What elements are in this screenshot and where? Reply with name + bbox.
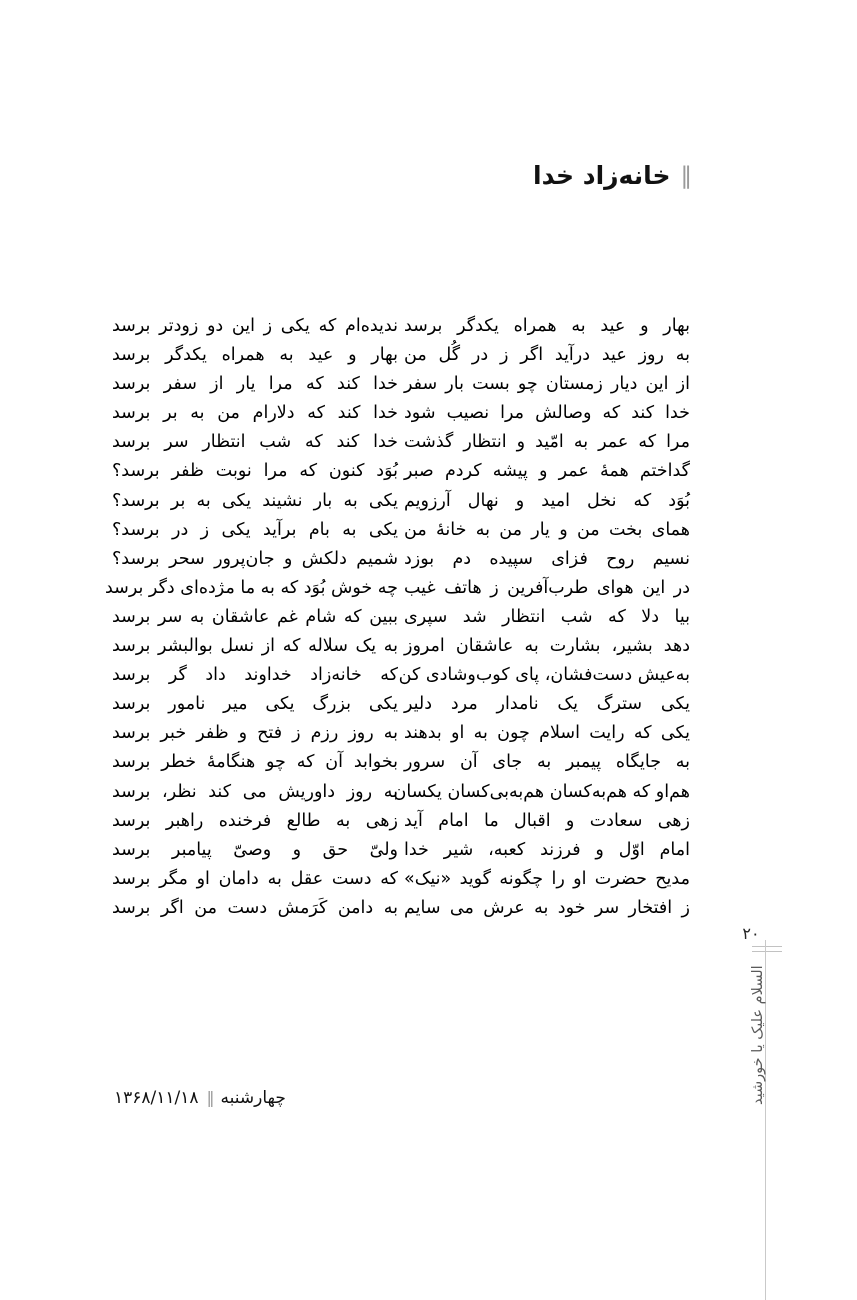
margin-divider-top [752, 946, 782, 947]
verse-line [404, 399, 690, 428]
verse-line [112, 865, 398, 894]
verse-text: نسیم روح فزای سپیده دم بوزد [404, 548, 690, 569]
verse-text: گداختم همهٔ عمر و پیشه کردم صبر [404, 461, 690, 482]
verse-text: به روز داوریش می کند نظر، برسد [112, 781, 398, 802]
page-number: ۲۰ [742, 924, 760, 943]
poem-column-right [393, 312, 690, 923]
margin-divider-bottom [752, 951, 782, 952]
verse-text: یکی به بار نشیند یکی به بر برسد؟ [112, 490, 398, 511]
verse-line [112, 516, 398, 545]
verse-line [112, 487, 398, 516]
verse-text: به روز عید درآید اگر ز در گُل من [404, 345, 690, 366]
verse-text: شمیم دلکش و جان‌پرور سحر برسد؟ [112, 548, 398, 569]
verse-text: مدیح حضرت او را چگونه گوید «نیک» [404, 868, 690, 889]
verse-line [404, 370, 690, 399]
verse-line [112, 661, 398, 690]
verse-line [404, 690, 690, 719]
date-footer [114, 1088, 286, 1108]
verse-text: بهار و عید به همراه یکدگر برسد [112, 345, 398, 366]
verse-line [112, 370, 398, 399]
verse-text: در این هوای طرب‌آفرین ز هاتف غیب [404, 577, 690, 598]
verse-line [104, 574, 398, 603]
verse-line [404, 457, 690, 486]
verse-line [393, 778, 690, 807]
verse-line [398, 661, 690, 690]
verse-line [404, 341, 690, 370]
verse-line [404, 487, 690, 516]
verse-line [404, 516, 690, 545]
verse-line [112, 719, 398, 748]
verse-line [112, 690, 398, 719]
verse-text: ز افتخار سر خود به عرش می سایم [404, 897, 690, 918]
verse-line [112, 836, 398, 865]
verse-line [404, 574, 690, 603]
verse-line [404, 632, 690, 661]
verse-line [112, 632, 398, 661]
verse-line [112, 603, 398, 632]
verse-text: خدا کند که مرا یار از سفر برسد [112, 374, 398, 395]
verse-text: یکی که رایت اسلام چون به او بدهند [404, 723, 690, 744]
verse-text: یکی بزرگ یکی میر نامور برسد [112, 694, 398, 715]
page-title: خانه‌زاد خدا [533, 161, 671, 190]
verse-line [404, 545, 690, 574]
verse-text: چه خوش بُوَد که به ما مژده‌ای دگر برسد [104, 577, 398, 598]
verse-text: که خانه‌زاد خداوند داد گر برسد [112, 665, 398, 686]
margin-running-phrase: السلام علیک یا خورشید [750, 965, 766, 1105]
verse-text: بخوابد آن که چو هنگامهٔ خطر برسد [112, 752, 398, 773]
verse-text: به یک سلاله که از نسل بوالبشر برسد [112, 636, 398, 657]
verse-text: همای بخت من و یار من به خانهٔ من [404, 519, 690, 540]
title-separator-mark: ‖ [680, 163, 690, 189]
poem-column-left [104, 312, 398, 923]
verse-line [112, 894, 398, 923]
verse-text: به روز رزم ز فتح و ظفر خبر برسد [112, 723, 398, 744]
verse-line [112, 399, 398, 428]
verse-line [112, 428, 398, 457]
verse-text: که دست عقل به دامان او مگر برسد [112, 868, 398, 889]
verse-text: زهی به طالع فرخنده راهبر برسد [112, 810, 398, 831]
poem-body [104, 312, 690, 923]
verse-line [112, 748, 398, 777]
verse-text: هم‌او که هم‌به‌کسان هم‌به‌بی‌کسان یکسان [393, 781, 690, 802]
verse-line [112, 341, 398, 370]
verse-line [112, 807, 398, 836]
verse-line [404, 312, 690, 341]
verse-line [404, 807, 690, 836]
verse-line [112, 545, 398, 574]
verse-line [404, 719, 690, 748]
verse-text: دهد بشیر، بشارت به عاشقان امروز [404, 636, 690, 657]
verse-text: زهی سعادت و اقبال ما امام آید [404, 810, 690, 831]
verse-text: بیا دلا که شب انتظار شد سپری [404, 606, 690, 627]
verse-text: خدا کند که وصالش مرا نصیب شود [404, 403, 690, 424]
footer-separator-mark: ‖ [206, 1088, 213, 1107]
verse-line [112, 457, 398, 486]
verse-text: از این دیار زمستان چو بست بار سفر [404, 374, 690, 395]
verse-line [404, 603, 690, 632]
verse-text: ببین که شام غم عاشقان به سر برسد [112, 606, 398, 627]
verse-line [112, 312, 398, 341]
verse-line [404, 894, 690, 923]
verse-text: خدا کند که شب انتظار سر برسد [112, 432, 398, 453]
footer-weekday: چهارشنبه [220, 1088, 286, 1108]
verse-text: بهار و عید به همراه یکدگر برسد [404, 316, 690, 336]
verse-text: به دامن کَرَمش دست من اگر برسد [112, 897, 398, 918]
verse-text: به‌عیش دست‌فشان، پای کوب‌وشادی کن [398, 665, 690, 686]
verse-text: خدا کند که دلارام من به بر برسد [112, 403, 398, 424]
verse-line [404, 428, 690, 457]
verse-line [404, 748, 690, 777]
verse-text: یکی به بام برآید یکی ز در برسد؟ [112, 519, 398, 540]
verse-text: به جایگاه پیمبر به جای آن سرور [404, 752, 690, 773]
verse-text: مرا که عمر به امّید و انتظار گذشت [404, 432, 690, 453]
verse-line [112, 778, 398, 807]
verse-text: بُوَد کنون که مرا نوبت ظفر برسد؟ [112, 461, 398, 482]
footer-date: ۱۳۶۸/۱۱/۱۸ [114, 1088, 199, 1108]
verse-line [404, 836, 690, 865]
verse-text: بُوَد که نخل امید و نهال آرزویم [404, 490, 690, 511]
verse-line [404, 865, 690, 894]
verse-text: امام اوّل و فرزند کعبه، شیر خدا [404, 839, 690, 860]
verse-text: ولیّ حق و وصیّ پیامبر برسد [112, 839, 398, 860]
verse-text: یکی سترگ یک نامدار مرد دلیر [404, 694, 690, 715]
verse-text: ندیده‌ام که یکی ز این دو زودتر برسد [112, 316, 398, 336]
poem-header [170, 160, 690, 193]
